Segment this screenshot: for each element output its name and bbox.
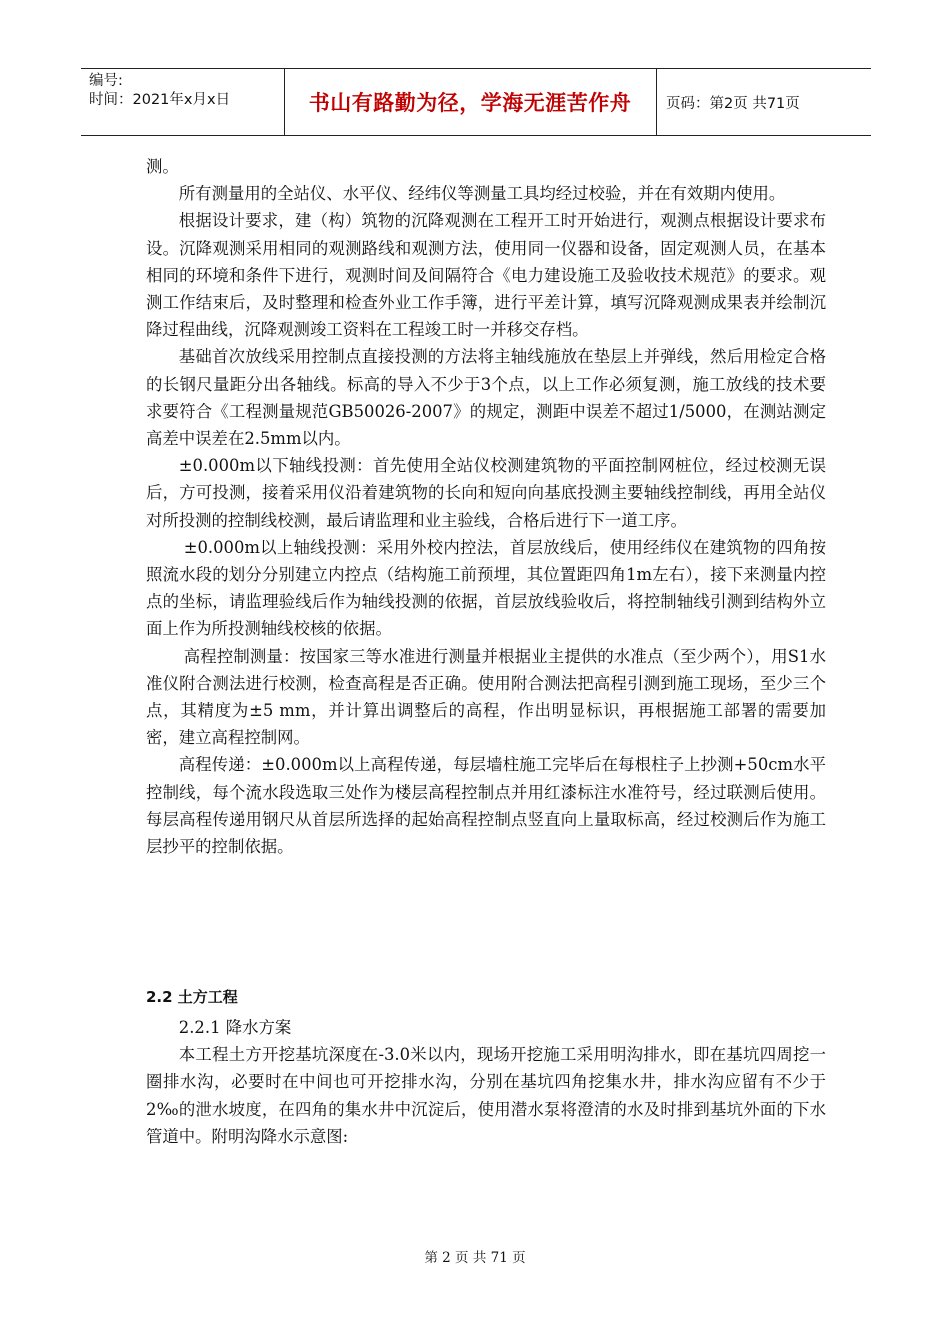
paragraph: 本工程土方开挖基坑深度在-3.0米以内，现场开挖施工采用明沟排水，即在基坑四周挖一圈排水沟，必要时在中间也可开挖排水沟，分别在基坑四角挖集水井，排水沟应留有不少于2‰的泄水坡度，在四角的集水井中沉淀后，使用潜水泵将澄清的水及时排到基坑外面的下水管道中。附明沟降水示意图: xyxy=(146,1045,826,1146)
section-heading: 2.2 土方工程 xyxy=(146,988,238,1006)
header-page-info: 页码：第2页 共71页 xyxy=(666,95,800,112)
section-body xyxy=(146,1014,826,1150)
doc-time-label: 时间：2021年x月x日 xyxy=(89,92,231,108)
doc-code-label: 编号: xyxy=(89,73,123,89)
page-footer: 第 2 页 共 71 页 xyxy=(424,1250,526,1266)
subsection-heading: 2.2.1 降水方案 xyxy=(178,1018,292,1037)
page-header xyxy=(81,68,871,136)
header-motto: 书山有路勤为径，学海无涯苦作舟 xyxy=(308,91,632,115)
paragraph: ±0.000m以下轴线投测：首先使用全站仪校测建筑物的平面控制网桩位，经过校测无误后，方可投测，接着采用仪沿着建筑物的长向和短向向基底投测主要轴线控制线，再用全站仪对所投测的控制线校测，最后请监理和业主验线，合格后进行下一道工序。 xyxy=(146,456,826,530)
paragraph: 高程传递：±0.000m以上高程传递，每层墙柱施工完毕后在每根柱子上抄测+50cm水平控制线，每个流水段选取三处作为楼层高程控制点并用红漆标注水准符号，经过联测后使用。每层高程传递用钢尺从首层所选择的起始高程控制点竖直向上量取标高，经过校测后作为施工层抄平的控制依据。 xyxy=(146,755,826,857)
paragraph: 测。 xyxy=(146,157,179,176)
header-meta xyxy=(89,72,230,110)
paragraph: ±0.000m以上轴线投测：采用外校内控法，首层放线后，使用经纬仪在建筑物的四角按照流水段的划分分别建立内控点（结构施工前预埋，其位置距四角1m左右），接下来测量内控点的坐标，请监理验线后作为轴线投测的依据，首层放线验收后，将控制轴线引测到结构外立面上作为所投测轴线校核的依据。 xyxy=(146,537,826,639)
body-text xyxy=(146,153,826,860)
paragraph: 高程控制测量：按国家三等水准进行测量并根据业主提供的水准点（至少两个），用S1水准仪附合测法进行校测，检查高程是否正确。使用附合测法把高程引测到施工现场，至少三个点，其精度为±5 mm，并计算出调整后的高程，作出明显标识，再根据施工部署的需要加密，建立高程控制网。 xyxy=(146,646,826,748)
paragraph: 根据设计要求，建（构）筑物的沉降观测在工程开工时开始进行，观测点根据设计要求布设。沉降观测采用相同的观测路线和观测方法，使用同一仪器和设备，固定观测人员，在基本相同的环境和条件下进行，观测时间及间隔符合《电力建设施工及验收技术规范》的要求。观测工作结束后，及时整理和检查外业工作手簿，进行平差计算，填写沉降观测成果表并绘制沉降过程曲线，沉降观测竣工资料在工程竣工时一并移交存档。 xyxy=(146,211,826,340)
paragraph: 基础首次放线采用控制点直接投测的方法将主轴线施放在垫层上并弹线，然后用检定合格的长钢尺量距分出各轴线。标高的导入不少于3个点，以上工作必须复测，施工放线的技术要求要符合《工程测量规范GB50026-2007》的规定，测距中误差不超过1/5000，在测站测定高差中误差在2.5mm以内。 xyxy=(146,347,826,449)
paragraph: 所有测量用的全站仪、水平仪、经纬仪等测量工具均经过校验，并在有效期内使用。 xyxy=(178,184,786,204)
